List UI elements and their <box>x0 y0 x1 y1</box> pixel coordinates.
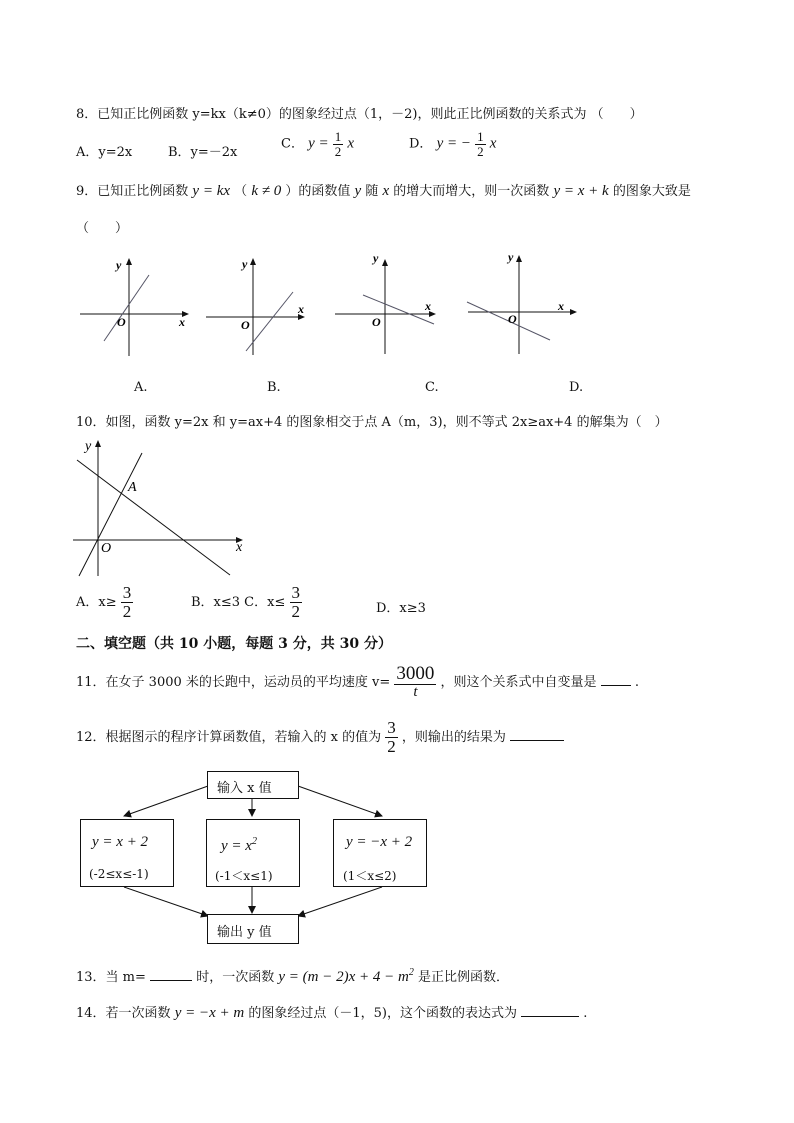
q12-num: 3 <box>387 718 396 737</box>
q8-option-d-post: x <box>489 135 497 152</box>
q8-stem: 8．已知正比例函数 y=kx（k≠0）的图象经过点（1，－2)，则此正比例函数的关系式为 （ ） <box>76 107 643 122</box>
q8-option-c-pre: y = <box>308 135 329 152</box>
arrow-input-to-box3 <box>298 786 382 816</box>
arrow-box3-to-output <box>298 887 382 916</box>
q12-output-box-label: 输出 y 值 <box>217 925 272 940</box>
q12-box2 <box>206 819 300 887</box>
q12-den: 2 <box>387 736 396 756</box>
label-a: A <box>128 480 137 495</box>
q10-option-c-num: 3 <box>291 583 300 602</box>
label-o: O <box>241 318 250 332</box>
q9-stem-part3: 随 <box>365 184 379 199</box>
q10-option-a: A．x≥ <box>76 594 117 610</box>
q9-label-c: C. <box>425 380 439 395</box>
section2-heading: 二、填空题（共 10 小题，每题 3 分，共 30 分） <box>76 636 392 652</box>
q9-stem-part4: 的增大而增大，则一次函数 <box>393 184 550 199</box>
q13-formula <box>278 969 413 985</box>
q8-option-d-num: 1 <box>477 129 484 144</box>
label-y: y <box>508 250 514 264</box>
label-o: O <box>372 315 381 329</box>
arrow-box1-to-output <box>124 887 208 916</box>
q11-pre: 11．在女子 3000 米的长跑中，运动员的平均速度 v= <box>76 674 391 690</box>
label-y: y <box>116 258 122 272</box>
label-o: O <box>117 315 126 329</box>
q8-option-c-post: x <box>347 135 355 152</box>
q8-option-c-num: 1 <box>334 129 342 144</box>
q12-box2-range: (-1＜x≤1) <box>215 869 273 883</box>
label-o: O <box>101 541 112 556</box>
q10-option-bc: B．x≤3 C．x≤ <box>191 594 286 610</box>
q10-option-a-num: 3 <box>122 583 132 602</box>
q12-input-box-label: 输入 x 值 <box>217 781 272 796</box>
q13-mid: 时，一次函数 <box>196 970 275 985</box>
label-y: y <box>85 439 92 454</box>
label-y: y <box>242 257 248 271</box>
q9-stem-y: y <box>354 183 362 199</box>
q13-post: 是正比例函数． <box>417 970 509 985</box>
q8-option-d-pre: y = − <box>436 135 471 152</box>
q8-option-b: B．y=－2x <box>168 145 238 160</box>
label-x: x <box>179 315 185 329</box>
label-x: x <box>236 540 243 555</box>
q14 <box>76 1002 587 1022</box>
q12-box2-formula-base: y = x <box>221 838 252 854</box>
q12-post: ，则输出的结果为 <box>401 729 506 745</box>
q8-option-a: A．y=2x <box>76 145 133 160</box>
q12-box2-formula-exp: 2 <box>251 836 257 847</box>
q13-pre: 13．当 m= <box>76 970 146 985</box>
q13-formula-main: y = (m − 2)x + 4 − m <box>278 969 409 985</box>
label-x: x <box>425 299 431 313</box>
q9-label-d: D. <box>569 380 584 395</box>
q10-option-d: D．x≥3 <box>376 601 426 616</box>
q9-stem-part5: 的图象大致是 <box>612 184 691 199</box>
q9-stem-part1: 9．已知正比例函数 <box>76 184 189 199</box>
label-x: x <box>298 302 304 316</box>
q8-option-c-den: 2 <box>334 143 342 159</box>
q9-stem-math2: k ≠ 0 <box>251 183 282 199</box>
q9-label-a: A. <box>134 380 148 395</box>
q11-post: ，则这个关系式中自变量是 <box>440 674 597 690</box>
q9-stem-x: x <box>382 183 390 199</box>
q11-den: t <box>413 683 418 700</box>
q14-pre: 14．若一次函数 <box>76 1006 171 1021</box>
q9-answer-paren: （ ） <box>76 221 129 236</box>
q12-input-box <box>207 771 299 799</box>
q10-option-c-den: 2 <box>291 601 300 621</box>
q12-box2-formula <box>221 836 257 855</box>
q9-stem-math1: y = kx <box>192 183 231 199</box>
q9-stem-part2: ）的函数值 <box>285 184 351 199</box>
q10-stem: 10．如图，函数 y=2x 和 y=ax+4 的图象相交于点 A（m，3)，则不等式 2x≥ax+4 的解集为（ ） <box>76 415 668 430</box>
q13 <box>76 966 509 986</box>
arrow-input-to-box1 <box>124 786 208 816</box>
q14-answer-blank[interactable] <box>521 1016 579 1017</box>
q8-option-d-den: 2 <box>477 143 484 159</box>
q12-pre: 12．根据图示的程序计算函数值，若输入的 x 的值为 <box>76 729 382 745</box>
q11-end: . <box>634 674 639 690</box>
q9-label-b: B. <box>267 380 281 395</box>
q13-formula-exp: 2 <box>408 967 414 978</box>
q9-stem-math3: y = x + k <box>553 183 609 199</box>
label-y: y <box>373 252 379 265</box>
q8-option-c-label: C． <box>281 136 304 152</box>
label-o: O <box>508 312 517 326</box>
q12-output-box <box>207 914 299 944</box>
q13-answer-blank[interactable] <box>150 980 192 981</box>
q12-box3 <box>333 819 427 887</box>
q10-option-a-den: 2 <box>122 601 132 621</box>
q12-box1-range: (-2≤x≤-1) <box>89 867 149 881</box>
q12-box1-formula: y = x + 2 <box>92 834 149 850</box>
label-x: x <box>558 299 564 313</box>
q14-formula: y = −x + m <box>174 1005 245 1021</box>
q14-end: . <box>583 1006 588 1021</box>
q14-mid: 的图象经过点（－1，5)，这个函数的表达式为 <box>248 1006 517 1021</box>
q11-num: 3000 <box>396 663 435 684</box>
q12-box3-range: (1＜x≤2) <box>343 869 397 883</box>
q12-box1 <box>80 819 174 887</box>
q9-stem-paren: （ <box>234 184 248 199</box>
q8-option-d-label: D． <box>409 136 433 152</box>
q12-box3-formula: y = −x + 2 <box>346 834 413 850</box>
